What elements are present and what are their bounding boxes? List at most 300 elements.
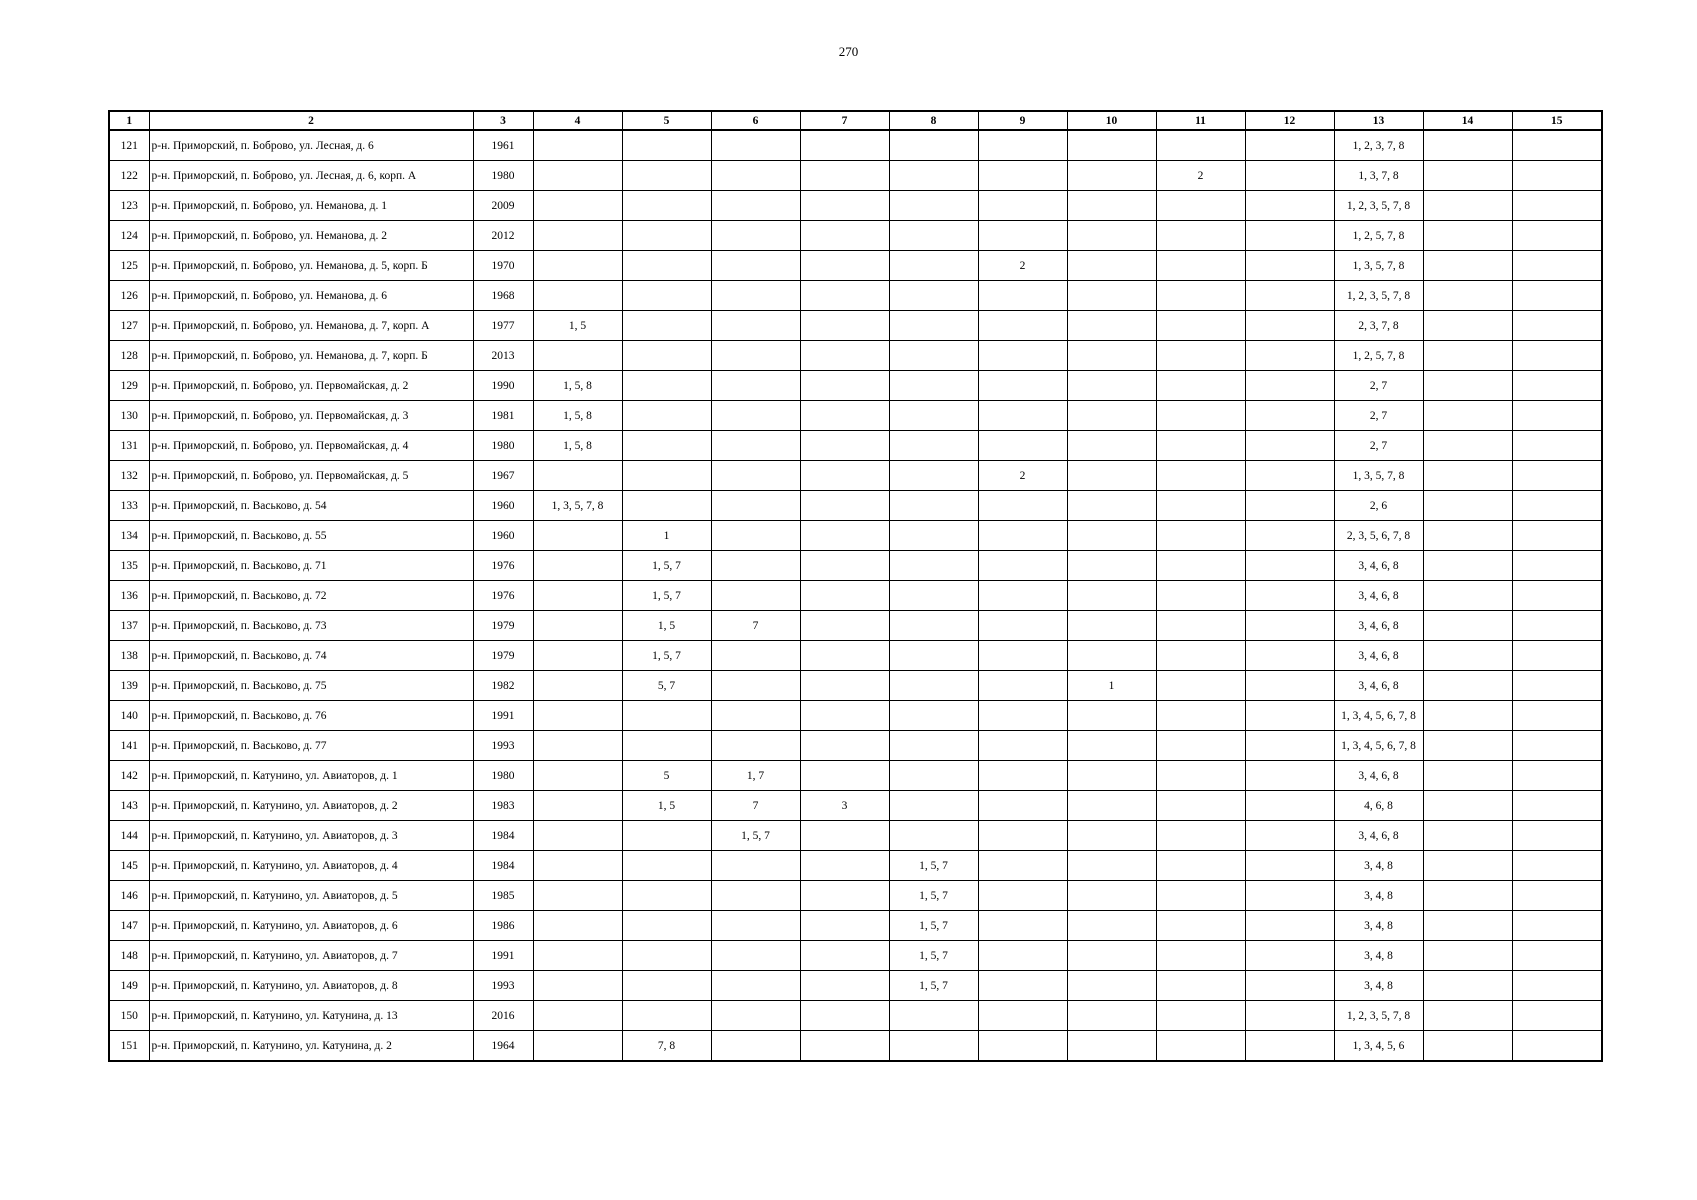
table-cell-col-6: 1, 5, 7 xyxy=(711,821,800,851)
table-cell-col-13: 3, 4, 8 xyxy=(1334,941,1423,971)
table-cell-col-7 xyxy=(800,731,889,761)
table-cell-col-10 xyxy=(1067,401,1156,431)
table-cell-col-9 xyxy=(978,371,1067,401)
table-row xyxy=(109,341,1602,371)
table-cell-col-9 xyxy=(978,311,1067,341)
table-cell-col-1: 123 xyxy=(109,191,149,221)
table-cell-col-4 xyxy=(533,671,622,701)
table-cell-col-15 xyxy=(1512,161,1602,191)
table-cell-col-2: р-н. Приморский, п. Катунино, ул. Авиаторов, д. 2 xyxy=(149,791,473,821)
table-cell-col-2: р-н. Приморский, п. Катунино, ул. Авиаторов, д. 8 xyxy=(149,971,473,1001)
table-cell-col-5: 1 xyxy=(622,521,711,551)
table-cell-col-9 xyxy=(978,130,1067,161)
table-cell-col-13: 1, 2, 3, 7, 8 xyxy=(1334,130,1423,161)
table-cell-col-8 xyxy=(889,281,978,311)
table-cell-col-8 xyxy=(889,701,978,731)
table-cell-col-1: 127 xyxy=(109,311,149,341)
table-cell-col-15 xyxy=(1512,671,1602,701)
table-cell-col-4 xyxy=(533,611,622,641)
table-cell-col-3: 1991 xyxy=(473,941,533,971)
table-cell-col-2: р-н. Приморский, п. Боброво, ул. Лесная, д. 6, корп. А xyxy=(149,161,473,191)
table-cell-col-8 xyxy=(889,761,978,791)
table-row xyxy=(109,551,1602,581)
table-cell-col-11 xyxy=(1156,341,1245,371)
table-cell-col-7 xyxy=(800,371,889,401)
table-cell-col-6 xyxy=(711,221,800,251)
table-cell-col-9 xyxy=(978,401,1067,431)
table-cell-col-1: 140 xyxy=(109,701,149,731)
table-cell-col-12 xyxy=(1245,1031,1334,1062)
table-cell-col-8 xyxy=(889,1001,978,1031)
table-cell-col-8 xyxy=(889,641,978,671)
table-cell-col-1: 141 xyxy=(109,731,149,761)
column-header-13: 13 xyxy=(1334,111,1423,130)
table-cell-col-12 xyxy=(1245,791,1334,821)
table-cell-col-15 xyxy=(1512,1031,1602,1062)
table-cell-col-11 xyxy=(1156,881,1245,911)
table-cell-col-3: 1986 xyxy=(473,911,533,941)
table-cell-col-14 xyxy=(1423,851,1512,881)
table-cell-col-8: 1, 5, 7 xyxy=(889,971,978,1001)
table-cell-col-7 xyxy=(800,911,889,941)
table-cell-col-12 xyxy=(1245,491,1334,521)
table-row xyxy=(109,191,1602,221)
table-cell-col-2: р-н. Приморский, п. Боброво, ул. Неманова, д. 7, корп. А xyxy=(149,311,473,341)
table-cell-col-1: 148 xyxy=(109,941,149,971)
table-cell-col-9 xyxy=(978,581,1067,611)
table-cell-col-9 xyxy=(978,761,1067,791)
table-cell-col-12 xyxy=(1245,341,1334,371)
table-cell-col-7 xyxy=(800,971,889,1001)
table-cell-col-8 xyxy=(889,221,978,251)
table-cell-col-2: р-н. Приморский, п. Васьково, д. 75 xyxy=(149,671,473,701)
table-cell-col-2: р-н. Приморский, п. Катунино, ул. Авиаторов, д. 7 xyxy=(149,941,473,971)
table-cell-col-13: 1, 2, 3, 5, 7, 8 xyxy=(1334,191,1423,221)
table-cell-col-6 xyxy=(711,1001,800,1031)
table-cell-col-11 xyxy=(1156,221,1245,251)
table-cell-col-3: 1990 xyxy=(473,371,533,401)
table-cell-col-2: р-н. Приморский, п. Боброво, ул. Первомайская, д. 2 xyxy=(149,371,473,401)
table-cell-col-5: 1, 5 xyxy=(622,791,711,821)
table-row xyxy=(109,611,1602,641)
table-cell-col-14 xyxy=(1423,251,1512,281)
table-row xyxy=(109,281,1602,311)
table-cell-col-11 xyxy=(1156,461,1245,491)
table-cell-col-2: р-н. Приморский, п. Васьково, д. 71 xyxy=(149,551,473,581)
table-row xyxy=(109,461,1602,491)
table-cell-col-12 xyxy=(1245,251,1334,281)
table-cell-col-14 xyxy=(1423,221,1512,251)
table-row xyxy=(109,731,1602,761)
table-cell-col-12 xyxy=(1245,911,1334,941)
table-cell-col-10 xyxy=(1067,491,1156,521)
table-cell-col-14 xyxy=(1423,881,1512,911)
table-cell-col-13: 3, 4, 8 xyxy=(1334,851,1423,881)
table-cell-col-5 xyxy=(622,130,711,161)
table-cell-col-11 xyxy=(1156,401,1245,431)
table-cell-col-8 xyxy=(889,671,978,701)
table-row xyxy=(109,791,1602,821)
table-cell-col-2: р-н. Приморский, п. Боброво, ул. Неманова, д. 1 xyxy=(149,191,473,221)
register-table xyxy=(108,110,1603,1062)
table-cell-col-4 xyxy=(533,731,622,761)
table-cell-col-10 xyxy=(1067,130,1156,161)
table-cell-col-5 xyxy=(622,401,711,431)
table-cell-col-4 xyxy=(533,130,622,161)
table-cell-col-14 xyxy=(1423,791,1512,821)
table-cell-col-8 xyxy=(889,251,978,281)
table-cell-col-9 xyxy=(978,611,1067,641)
table-cell-col-15 xyxy=(1512,641,1602,671)
table-cell-col-2: р-н. Приморский, п. Катунино, ул. Авиаторов, д. 5 xyxy=(149,881,473,911)
table-row xyxy=(109,491,1602,521)
table-cell-col-10 xyxy=(1067,1001,1156,1031)
table-cell-col-12 xyxy=(1245,671,1334,701)
table-cell-col-4 xyxy=(533,881,622,911)
table-cell-col-6 xyxy=(711,911,800,941)
table-cell-col-5: 1, 5 xyxy=(622,611,711,641)
table-cell-col-1: 151 xyxy=(109,1031,149,1062)
table-cell-col-6 xyxy=(711,371,800,401)
table-cell-col-9 xyxy=(978,491,1067,521)
table-cell-col-15 xyxy=(1512,431,1602,461)
table-cell-col-7 xyxy=(800,461,889,491)
table-cell-col-7 xyxy=(800,1001,889,1031)
table-cell-col-14 xyxy=(1423,701,1512,731)
table-cell-col-3: 1964 xyxy=(473,1031,533,1062)
table-cell-col-14 xyxy=(1423,731,1512,761)
table-cell-col-12 xyxy=(1245,701,1334,731)
table-cell-col-11: 2 xyxy=(1156,161,1245,191)
table-cell-col-15 xyxy=(1512,821,1602,851)
table-cell-col-9 xyxy=(978,161,1067,191)
table-cell-col-9 xyxy=(978,791,1067,821)
table-cell-col-6 xyxy=(711,971,800,1001)
table-cell-col-10 xyxy=(1067,191,1156,221)
table-cell-col-4 xyxy=(533,191,622,221)
table-cell-col-14 xyxy=(1423,281,1512,311)
table-cell-col-12 xyxy=(1245,971,1334,1001)
table-cell-col-3: 2013 xyxy=(473,341,533,371)
table-cell-col-15 xyxy=(1512,911,1602,941)
page-number: 270 xyxy=(838,44,859,59)
table-cell-col-15 xyxy=(1512,701,1602,731)
table-cell-col-13: 1, 3, 5, 7, 8 xyxy=(1334,251,1423,281)
table-cell-col-8 xyxy=(889,161,978,191)
table-cell-col-2: р-н. Приморский, п. Боброво, ул. Первомайская, д. 3 xyxy=(149,401,473,431)
table-cell-col-4 xyxy=(533,941,622,971)
table-cell-col-7 xyxy=(800,341,889,371)
table-cell-col-5 xyxy=(622,191,711,221)
table-cell-col-11 xyxy=(1156,701,1245,731)
table-cell-col-11 xyxy=(1156,521,1245,551)
column-header-7: 7 xyxy=(800,111,889,130)
table-cell-col-4 xyxy=(533,791,622,821)
table-cell-col-4 xyxy=(533,851,622,881)
table-cell-col-7 xyxy=(800,821,889,851)
table-cell-col-9 xyxy=(978,281,1067,311)
table-cell-col-10 xyxy=(1067,371,1156,401)
table-cell-col-5 xyxy=(622,461,711,491)
table-cell-col-4 xyxy=(533,1001,622,1031)
table-cell-col-2: р-н. Приморский, п. Катунино, ул. Катунина, д. 13 xyxy=(149,1001,473,1031)
table-cell-col-13: 2, 7 xyxy=(1334,431,1423,461)
table-cell-col-5: 1, 5, 7 xyxy=(622,581,711,611)
table-cell-col-12 xyxy=(1245,161,1334,191)
table-cell-col-13: 2, 7 xyxy=(1334,401,1423,431)
table-cell-col-9 xyxy=(978,431,1067,461)
table-cell-col-11 xyxy=(1156,641,1245,671)
table-cell-col-3: 1985 xyxy=(473,881,533,911)
table-cell-col-13: 3, 4, 6, 8 xyxy=(1334,821,1423,851)
table-cell-col-3: 1967 xyxy=(473,461,533,491)
table-cell-col-15 xyxy=(1512,611,1602,641)
table-cell-col-5: 1, 5, 7 xyxy=(622,641,711,671)
table-cell-col-11 xyxy=(1156,791,1245,821)
table-cell-col-1: 124 xyxy=(109,221,149,251)
table-cell-col-5 xyxy=(622,731,711,761)
table-cell-col-7 xyxy=(800,311,889,341)
table-cell-col-14 xyxy=(1423,521,1512,551)
table-cell-col-14 xyxy=(1423,371,1512,401)
table-cell-col-10 xyxy=(1067,971,1156,1001)
table-cell-col-13: 2, 7 xyxy=(1334,371,1423,401)
table-cell-col-13: 1, 3, 5, 7, 8 xyxy=(1334,461,1423,491)
table-cell-col-8 xyxy=(889,130,978,161)
table-cell-col-6 xyxy=(711,491,800,521)
table-cell-col-11 xyxy=(1156,191,1245,221)
table-cell-col-13: 1, 3, 7, 8 xyxy=(1334,161,1423,191)
table-cell-col-15 xyxy=(1512,1001,1602,1031)
table-cell-col-2: р-н. Приморский, п. Васьково, д. 55 xyxy=(149,521,473,551)
table-cell-col-4 xyxy=(533,911,622,941)
table-cell-col-7 xyxy=(800,671,889,701)
table-cell-col-9: 2 xyxy=(978,461,1067,491)
table-cell-col-1: 144 xyxy=(109,821,149,851)
column-header-4: 4 xyxy=(533,111,622,130)
table-cell-col-13: 3, 4, 6, 8 xyxy=(1334,581,1423,611)
table-cell-col-9 xyxy=(978,731,1067,761)
table-cell-col-9 xyxy=(978,1031,1067,1062)
table-cell-col-1: 132 xyxy=(109,461,149,491)
table-cell-col-12 xyxy=(1245,281,1334,311)
table-row xyxy=(109,761,1602,791)
table-cell-col-15 xyxy=(1512,461,1602,491)
table-cell-col-1: 138 xyxy=(109,641,149,671)
table-cell-col-3: 1980 xyxy=(473,431,533,461)
table-cell-col-15 xyxy=(1512,311,1602,341)
table-cell-col-2: р-н. Приморский, п. Боброво, ул. Неманова, д. 2 xyxy=(149,221,473,251)
table-cell-col-3: 1961 xyxy=(473,130,533,161)
table-cell-col-2: р-н. Приморский, п. Боброво, ул. Неманова, д. 6 xyxy=(149,281,473,311)
table-cell-col-15 xyxy=(1512,401,1602,431)
table-cell-col-4: 1, 5, 8 xyxy=(533,431,622,461)
table-cell-col-15 xyxy=(1512,551,1602,581)
table-cell-col-4: 1, 3, 5, 7, 8 xyxy=(533,491,622,521)
table-cell-col-6 xyxy=(711,161,800,191)
table-cell-col-7 xyxy=(800,401,889,431)
table-cell-col-14 xyxy=(1423,341,1512,371)
table-cell-col-9 xyxy=(978,671,1067,701)
table-row xyxy=(109,941,1602,971)
table-cell-col-7 xyxy=(800,551,889,581)
table-cell-col-4 xyxy=(533,701,622,731)
table-cell-col-12 xyxy=(1245,551,1334,581)
table-cell-col-1: 143 xyxy=(109,791,149,821)
table-cell-col-5 xyxy=(622,911,711,941)
table-row xyxy=(109,671,1602,701)
table-cell-col-7 xyxy=(800,611,889,641)
table-cell-col-3: 1984 xyxy=(473,821,533,851)
table-cell-col-15 xyxy=(1512,491,1602,521)
table-cell-col-13: 3, 4, 8 xyxy=(1334,881,1423,911)
table-cell-col-3: 2012 xyxy=(473,221,533,251)
table-cell-col-9 xyxy=(978,221,1067,251)
table-cell-col-2: р-н. Приморский, п. Катунино, ул. Авиаторов, д. 3 xyxy=(149,821,473,851)
table-cell-col-10 xyxy=(1067,701,1156,731)
table-cell-col-7 xyxy=(800,641,889,671)
table-cell-col-12 xyxy=(1245,851,1334,881)
table-cell-col-2: р-н. Приморский, п. Васьково, д. 76 xyxy=(149,701,473,731)
table-cell-col-8 xyxy=(889,1031,978,1062)
table-cell-col-10 xyxy=(1067,161,1156,191)
table-row xyxy=(109,251,1602,281)
table-cell-col-3: 1976 xyxy=(473,581,533,611)
table-cell-col-6 xyxy=(711,641,800,671)
table-cell-col-2: р-н. Приморский, п. Васьково, д. 73 xyxy=(149,611,473,641)
column-header-15: 15 xyxy=(1512,111,1602,130)
table-row xyxy=(109,821,1602,851)
table-cell-col-13: 1, 2, 5, 7, 8 xyxy=(1334,221,1423,251)
table-cell-col-3: 1993 xyxy=(473,731,533,761)
table-cell-col-6 xyxy=(711,251,800,281)
column-header-9: 9 xyxy=(978,111,1067,130)
table-cell-col-6 xyxy=(711,281,800,311)
table-cell-col-4: 1, 5, 8 xyxy=(533,371,622,401)
table-cell-col-6 xyxy=(711,701,800,731)
table-cell-col-12 xyxy=(1245,641,1334,671)
table-cell-col-12 xyxy=(1245,431,1334,461)
table-cell-col-1: 122 xyxy=(109,161,149,191)
table-cell-col-14 xyxy=(1423,761,1512,791)
table-cell-col-6: 7 xyxy=(711,611,800,641)
table-cell-col-10 xyxy=(1067,641,1156,671)
table-cell-col-8: 1, 5, 7 xyxy=(889,941,978,971)
table-cell-col-2: р-н. Приморский, п. Боброво, ул. Лесная, д. 6 xyxy=(149,130,473,161)
table-cell-col-15 xyxy=(1512,221,1602,251)
table-cell-col-4 xyxy=(533,821,622,851)
table-cell-col-2: р-н. Приморский, п. Боброво, ул. Первомайская, д. 5 xyxy=(149,461,473,491)
table-cell-col-3: 1982 xyxy=(473,671,533,701)
table-cell-col-7: 3 xyxy=(800,791,889,821)
table-cell-col-15 xyxy=(1512,761,1602,791)
table-cell-col-7 xyxy=(800,491,889,521)
table-row xyxy=(109,521,1602,551)
table-cell-col-3: 1983 xyxy=(473,791,533,821)
table-cell-col-14 xyxy=(1423,130,1512,161)
table-cell-col-1: 142 xyxy=(109,761,149,791)
table-row xyxy=(109,641,1602,671)
table-cell-col-7 xyxy=(800,251,889,281)
table-cell-col-8 xyxy=(889,311,978,341)
table-cell-col-10 xyxy=(1067,791,1156,821)
table-cell-col-10 xyxy=(1067,611,1156,641)
table-cell-col-7 xyxy=(800,130,889,161)
table-row xyxy=(109,401,1602,431)
table-row xyxy=(109,221,1602,251)
table-cell-col-15 xyxy=(1512,851,1602,881)
table-cell-col-2: р-н. Приморский, п. Боброво, ул. Неманова, д. 5, корп. Б xyxy=(149,251,473,281)
table-cell-col-13: 2, 6 xyxy=(1334,491,1423,521)
table-cell-col-15 xyxy=(1512,941,1602,971)
table-cell-col-1: 129 xyxy=(109,371,149,401)
table-cell-col-13: 3, 4, 8 xyxy=(1334,971,1423,1001)
table-cell-col-13: 1, 2, 5, 7, 8 xyxy=(1334,341,1423,371)
table-cell-col-11 xyxy=(1156,971,1245,1001)
table-cell-col-7 xyxy=(800,521,889,551)
table-cell-col-9 xyxy=(978,551,1067,581)
table-cell-col-6 xyxy=(711,311,800,341)
table-cell-col-12 xyxy=(1245,611,1334,641)
table-cell-col-9 xyxy=(978,941,1067,971)
table-cell-col-7 xyxy=(800,1031,889,1062)
table-cell-col-5 xyxy=(622,371,711,401)
table-cell-col-1: 139 xyxy=(109,671,149,701)
table-cell-col-3: 1991 xyxy=(473,701,533,731)
column-header-2: 2 xyxy=(149,111,473,130)
table-cell-col-6 xyxy=(711,341,800,371)
table-cell-col-9 xyxy=(978,521,1067,551)
table-cell-col-8: 1, 5, 7 xyxy=(889,851,978,881)
table-cell-col-6 xyxy=(711,581,800,611)
table-cell-col-5 xyxy=(622,221,711,251)
table-cell-col-6 xyxy=(711,191,800,221)
table-cell-col-9 xyxy=(978,911,1067,941)
table-cell-col-14 xyxy=(1423,581,1512,611)
table-cell-col-6 xyxy=(711,731,800,761)
table-cell-col-4 xyxy=(533,341,622,371)
column-header-6: 6 xyxy=(711,111,800,130)
table-row xyxy=(109,581,1602,611)
table-cell-col-4: 1, 5, 8 xyxy=(533,401,622,431)
table-cell-col-2: р-н. Приморский, п. Васьково, д. 72 xyxy=(149,581,473,611)
table-cell-col-15 xyxy=(1512,731,1602,761)
table-cell-col-1: 133 xyxy=(109,491,149,521)
table-cell-col-1: 146 xyxy=(109,881,149,911)
table-cell-col-4 xyxy=(533,971,622,1001)
table-cell-col-5 xyxy=(622,341,711,371)
table-cell-col-6 xyxy=(711,461,800,491)
table-cell-col-6 xyxy=(711,431,800,461)
table-row xyxy=(109,851,1602,881)
table-cell-col-2: р-н. Приморский, п. Боброво, ул. Первомайская, д. 4 xyxy=(149,431,473,461)
table-cell-col-12 xyxy=(1245,941,1334,971)
table-cell-col-12 xyxy=(1245,461,1334,491)
table-cell-col-14 xyxy=(1423,431,1512,461)
table-cell-col-11 xyxy=(1156,581,1245,611)
table-cell-col-9 xyxy=(978,191,1067,221)
table-cell-col-8 xyxy=(889,611,978,641)
table-cell-col-3: 1979 xyxy=(473,641,533,671)
column-header-10: 10 xyxy=(1067,111,1156,130)
table-cell-col-12 xyxy=(1245,731,1334,761)
table-cell-col-11 xyxy=(1156,281,1245,311)
table-row xyxy=(109,130,1602,161)
table-cell-col-3: 1979 xyxy=(473,611,533,641)
table-cell-col-13: 1, 3, 4, 5, 6, 7, 8 xyxy=(1334,731,1423,761)
table-cell-col-6 xyxy=(711,851,800,881)
table-cell-col-14 xyxy=(1423,161,1512,191)
